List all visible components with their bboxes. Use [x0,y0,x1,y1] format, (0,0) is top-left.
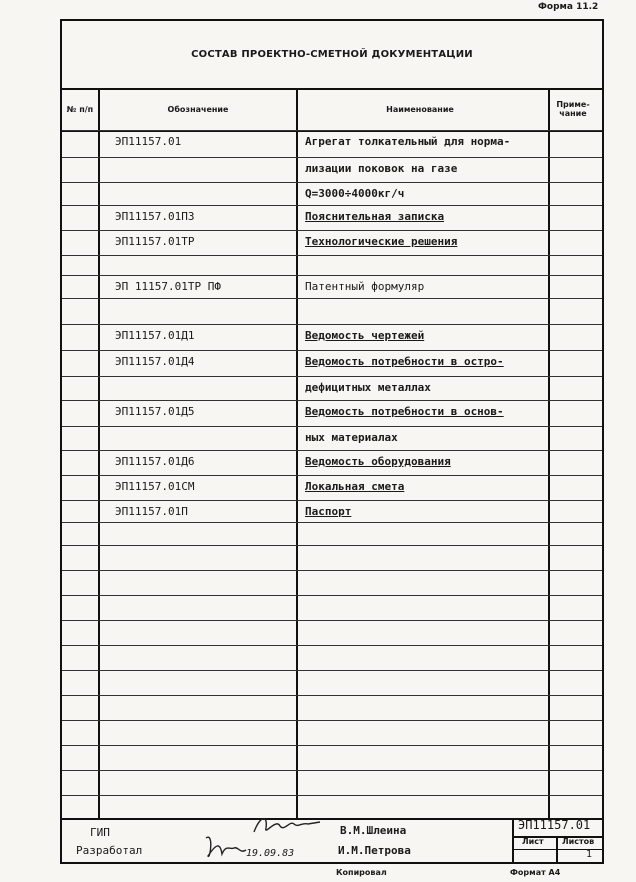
row-divider [62,205,602,206]
row-name: ных материалах [305,431,398,444]
header-note: Приме- чание [556,100,590,118]
header-num: № п/п [66,104,94,114]
row-name: Патентный формуляр [305,280,425,293]
row-name: Ведомость оборудования [305,455,451,468]
table-header [62,88,602,132]
column-divider [98,88,100,818]
row-divider [62,255,602,256]
row-name: дефицитных металлах [305,381,431,394]
column-divider [548,88,550,818]
row-designation: ЭП11157.01Д6 [115,455,195,468]
row-divider [62,157,602,158]
signature-gip-icon [250,810,330,840]
row-name: Ведомость потребности в основ- [305,405,504,418]
stamp-doc-code: ЭП11157.01 [518,818,591,832]
row-divider [62,182,602,183]
row-divider [62,426,602,427]
row-divider [62,522,602,523]
row-divider [62,324,602,325]
row-divider [62,645,602,646]
row-divider [62,130,602,131]
stamp-sheets-label: Листов [562,837,595,846]
row-designation: ЭП11157.01Д5 [115,405,195,418]
form-label: Форма 11.2 [538,2,599,12]
row-divider [62,720,602,721]
row-name: Агрегат толкательный для норма- [305,135,511,148]
row-designation: ЭП11157.01ТР [115,235,195,248]
row-divider [62,795,602,796]
row-divider [62,770,602,771]
row-divider [62,230,602,231]
gip-name: В.М.Шлеина [340,824,407,837]
row-name: Ведомость потребности в остро- [305,355,504,368]
row-divider [62,670,602,671]
gip-label: ГИП [90,826,110,839]
developer-label: Разработал [76,844,143,857]
row-divider [62,376,602,377]
signature-date: 19.09.83 [246,848,295,859]
row-designation: ЭП11157.01 [115,135,182,148]
row-name: лизации поковок на газе [305,162,458,175]
row-designation: ЭП11157.01П [115,505,188,518]
column-divider [296,88,298,818]
row-divider [62,695,602,696]
format-label: Формат А4 [510,868,561,877]
row-divider [62,450,602,451]
developer-name: И.М.Петрова [338,844,411,857]
row-divider [62,745,602,746]
row-name: Локальная смета [305,480,405,493]
row-name: Пояснительная записка [305,210,445,223]
row-name: Паспорт [305,505,352,518]
row-divider [62,350,602,351]
copied-label: Копировал [336,868,387,877]
row-divider [62,595,602,596]
row-divider [62,275,602,276]
stamp-sheets-value: 1 [586,849,593,860]
row-divider [62,500,602,501]
stamp-sheet-label: Лист [522,837,544,846]
signature-developer-icon [200,830,250,864]
row-divider [62,620,602,621]
row-designation: ЭП11157.01ПЗ [115,210,195,223]
row-divider [62,545,602,546]
row-divider [62,400,602,401]
row-divider [62,298,602,299]
row-name: Технологические решения [305,235,458,248]
row-designation: ЭП11157.01Д1 [115,329,195,342]
row-designation: ЭП 11157.01ТР ПФ [115,280,221,293]
row-divider [62,570,602,571]
document-title: СОСТАВ ПРОЕКТНО-СМЕТНОЙ ДОКУМЕНТАЦИИ [62,20,602,90]
header-designation: Обозначение [167,104,229,114]
row-designation: ЭП11157.01Д4 [115,355,195,368]
row-name: Q=3000÷4000кг/ч [305,187,405,200]
row-designation: ЭП11157.01СМ [115,480,195,493]
header-name: Наименование [386,104,454,114]
row-name: Ведомость чертежей [305,329,425,342]
row-divider [62,475,602,476]
